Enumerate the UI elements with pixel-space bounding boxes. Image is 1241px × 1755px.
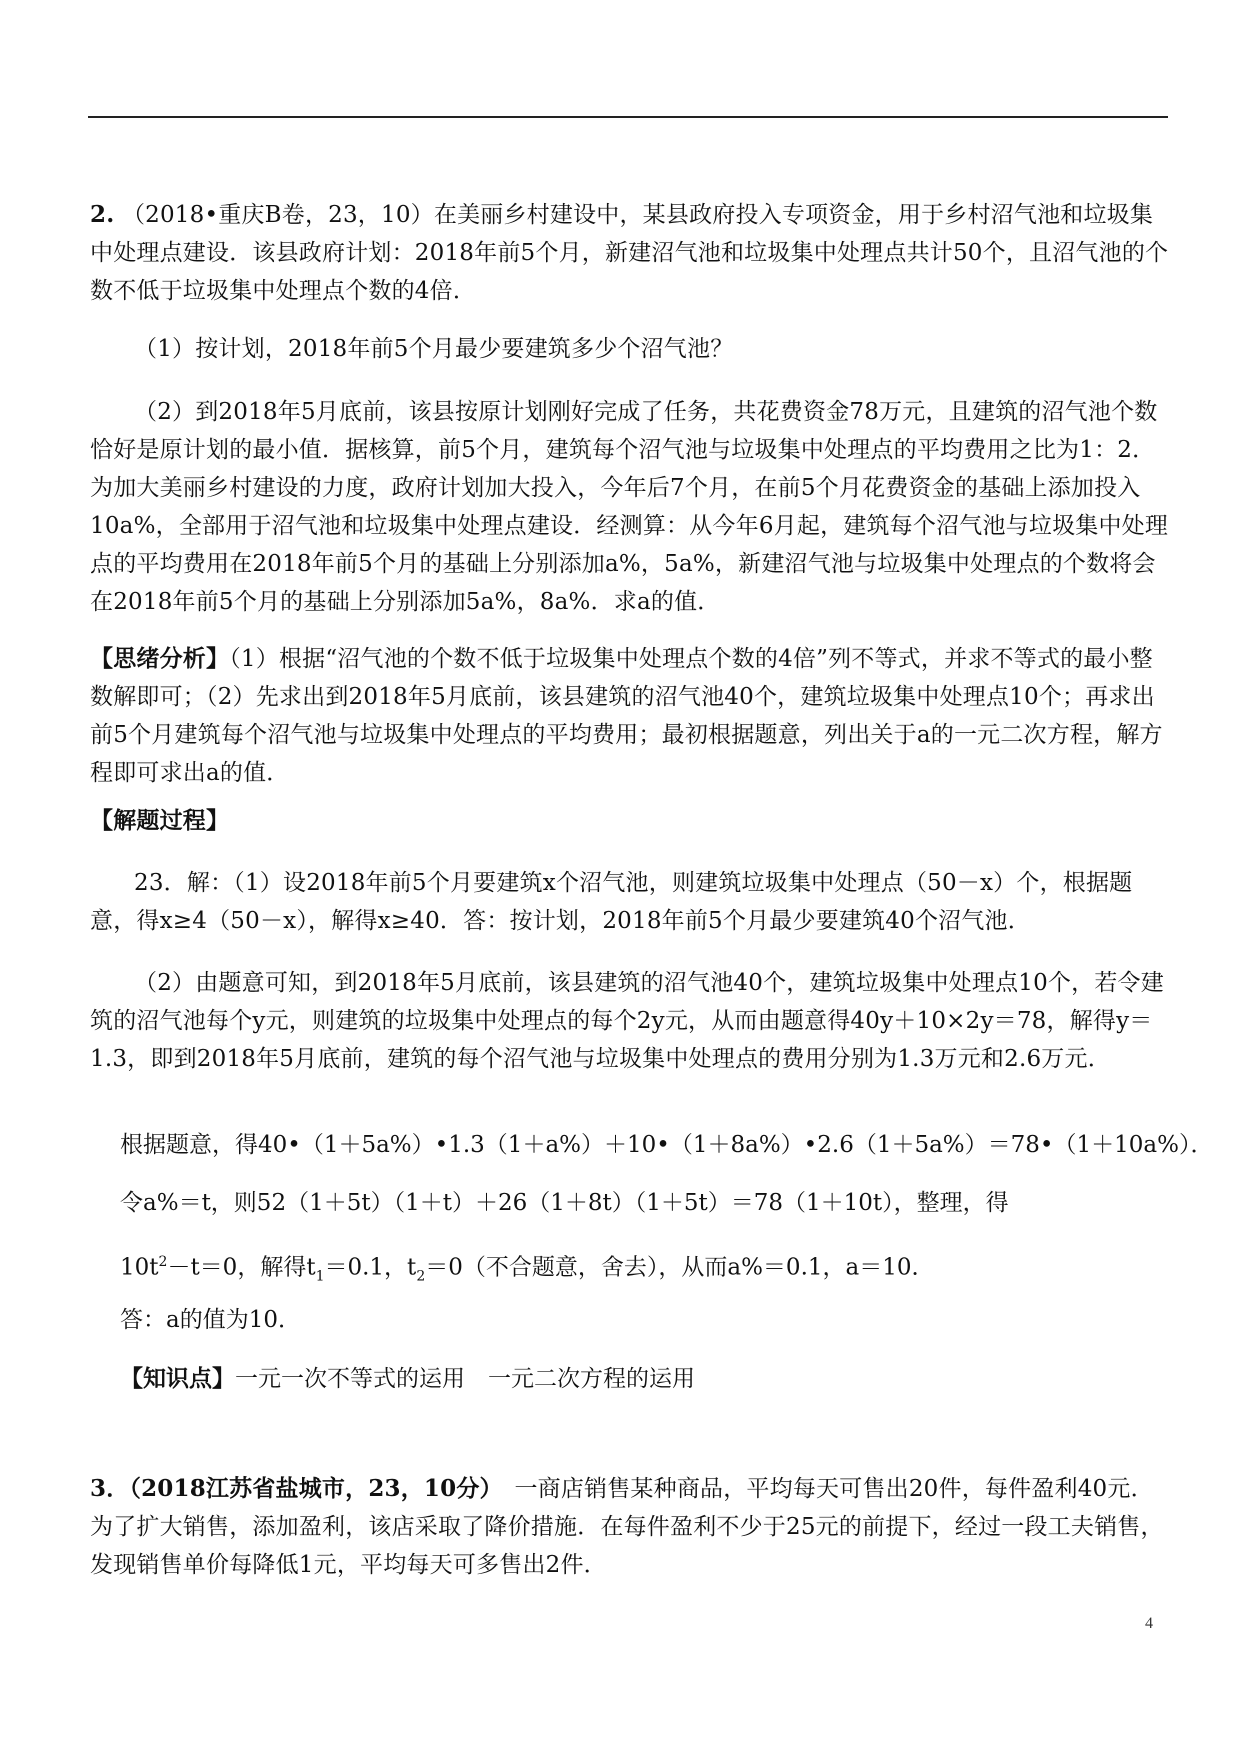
eq3-part-d: ＝0（不合题意，舍去），从而a%＝0.1，a＝10．: [425, 1254, 935, 1281]
analysis-paragraph: [90, 640, 1170, 792]
eq3-exponent: 2: [158, 1254, 168, 1270]
equation-line-2: 令a%＝t，则52（1＋5t）（1＋t）＋26（1＋8t）（1＋5t）＝78（1＋10t），整理，得: [120, 1190, 1009, 1216]
equation-line-3: [120, 1243, 935, 1295]
problem-2-source: （2018•重庆B卷，23，10）: [121, 202, 434, 228]
problem-2-question-2: （2）到2018年5月底前，该县按原计划刚好完成了任务，共花费资金78万元，且建筑的沼气池个数恰好是原计划的最小值．据核算，前5个月，建筑每个沼气池与垃圾集中处理点的平均费用之比为1：2．为加大美丽乡村建设的力度，政府计划加大投入，今年后7个月，在前5个月花费资金的基础上添加投入10a%，全部用于沼气池和垃圾集中处理点建设．经测算：从今年6月起，建筑每个沼气池与垃圾集中处理点的平均费用在2018年前5个月的基础上分别添加a%，5a%，新建沼气池与垃圾集中处理点的个数将会在2018年前5个月的基础上分别添加5a%，8a%．求a的值．: [90, 399, 1169, 615]
problem-2-stem: [90, 196, 1170, 310]
solution-part-2: （2）由题意可知，到2018年5月底前，该县建筑的沼气池40个，建筑垃圾集中处理点10个，若令建筑的沼气池每个y元，则建筑的垃圾集中处理点的每个2y元，从而由题意得40y＋10×2y＝78，解得y＝1.3，即到2018年5月底前，建筑的每个沼气池与垃圾集中处理点的费用分别为1.3万元和2.6万元．: [90, 970, 1164, 1072]
header-rule: [88, 116, 1168, 118]
equation-line-1: 根据题意，得40•（1＋5a%）•1.3（1＋a%）＋10•（1＋8a%）•2.6（1＋5a%）＝78•（1＋10a%）．: [120, 1132, 1214, 1158]
analysis-text: （1）根据“沼气池的个数不低于垃圾集中处理点个数的4倍”列不等式，并求不等式的最小整数解即可；（2）先求出到2018年5月底前，该县建筑的沼气池40个，建筑垃圾集中处理点10个；再求出前5个月建筑每个沼气池与垃圾集中处理点的平均费用；最初根据题意，列出关于a的一元二次方程，解方程即可求出a的值．: [90, 646, 1163, 786]
eq3-part-b: －t＝0，解得t: [167, 1254, 316, 1281]
solution-label: 【解题过程】: [90, 807, 230, 834]
eq3-part-c: ＝0.1，t: [324, 1254, 417, 1281]
knowledge-label: 【知识点】: [120, 1365, 235, 1392]
problem-3-text: 一商店销售某种商品，平均每天可售出20件，每件盈利40元．为了扩大销售，添加盈利，该店采取了降价措施．在每件盈利不少于25元的前提下，经过一段工夫销售，发现销售单价每降低1元，平均每天可多售出2件．: [90, 1476, 1164, 1578]
analysis-label: 【思绪分析】: [90, 645, 230, 672]
problem-2-question-1: （1）按计划，2018年前5个月最少要建筑多少个沼气池？: [134, 336, 734, 362]
problem-2-text: 在美丽乡村建设中，某县政府投入专项资金，用于乡村沼气池和垃圾集中处理点建设．该县政府计划：2018年前5个月，新建沼气池和垃圾集中处理点共计50个，且沼气池的个数不低于垃圾集中处理点个数的4倍．: [90, 202, 1169, 304]
page-number: 4: [1145, 1615, 1153, 1632]
solution-part-1: 23．解：（1）设2018年前5个月要建筑x个沼气池，则建筑垃圾集中处理点（50－x）个，根据题意，得x≥4（50－x），解得x≥40．答：按计划，2018年前5个月最少要建筑40个沼气池．: [90, 870, 1133, 934]
problem-3-source: （2018江苏省盐城市，23，10分）: [129, 1475, 492, 1502]
problem-2-number: 2.: [90, 201, 115, 228]
problem-3-stem: [90, 1470, 1170, 1584]
eq3-subscript-2: 2: [416, 1268, 426, 1285]
answer-line: 答：a的值为10．: [120, 1307, 301, 1333]
eq3-part-a: 10t: [120, 1254, 159, 1281]
knowledge-line: [120, 1360, 695, 1398]
problem-3-number: 3．: [90, 1475, 130, 1502]
knowledge-text: 一元一次不等式的运用 一元二次方程的运用: [235, 1366, 695, 1392]
eq3-subscript-1: 1: [315, 1268, 325, 1285]
